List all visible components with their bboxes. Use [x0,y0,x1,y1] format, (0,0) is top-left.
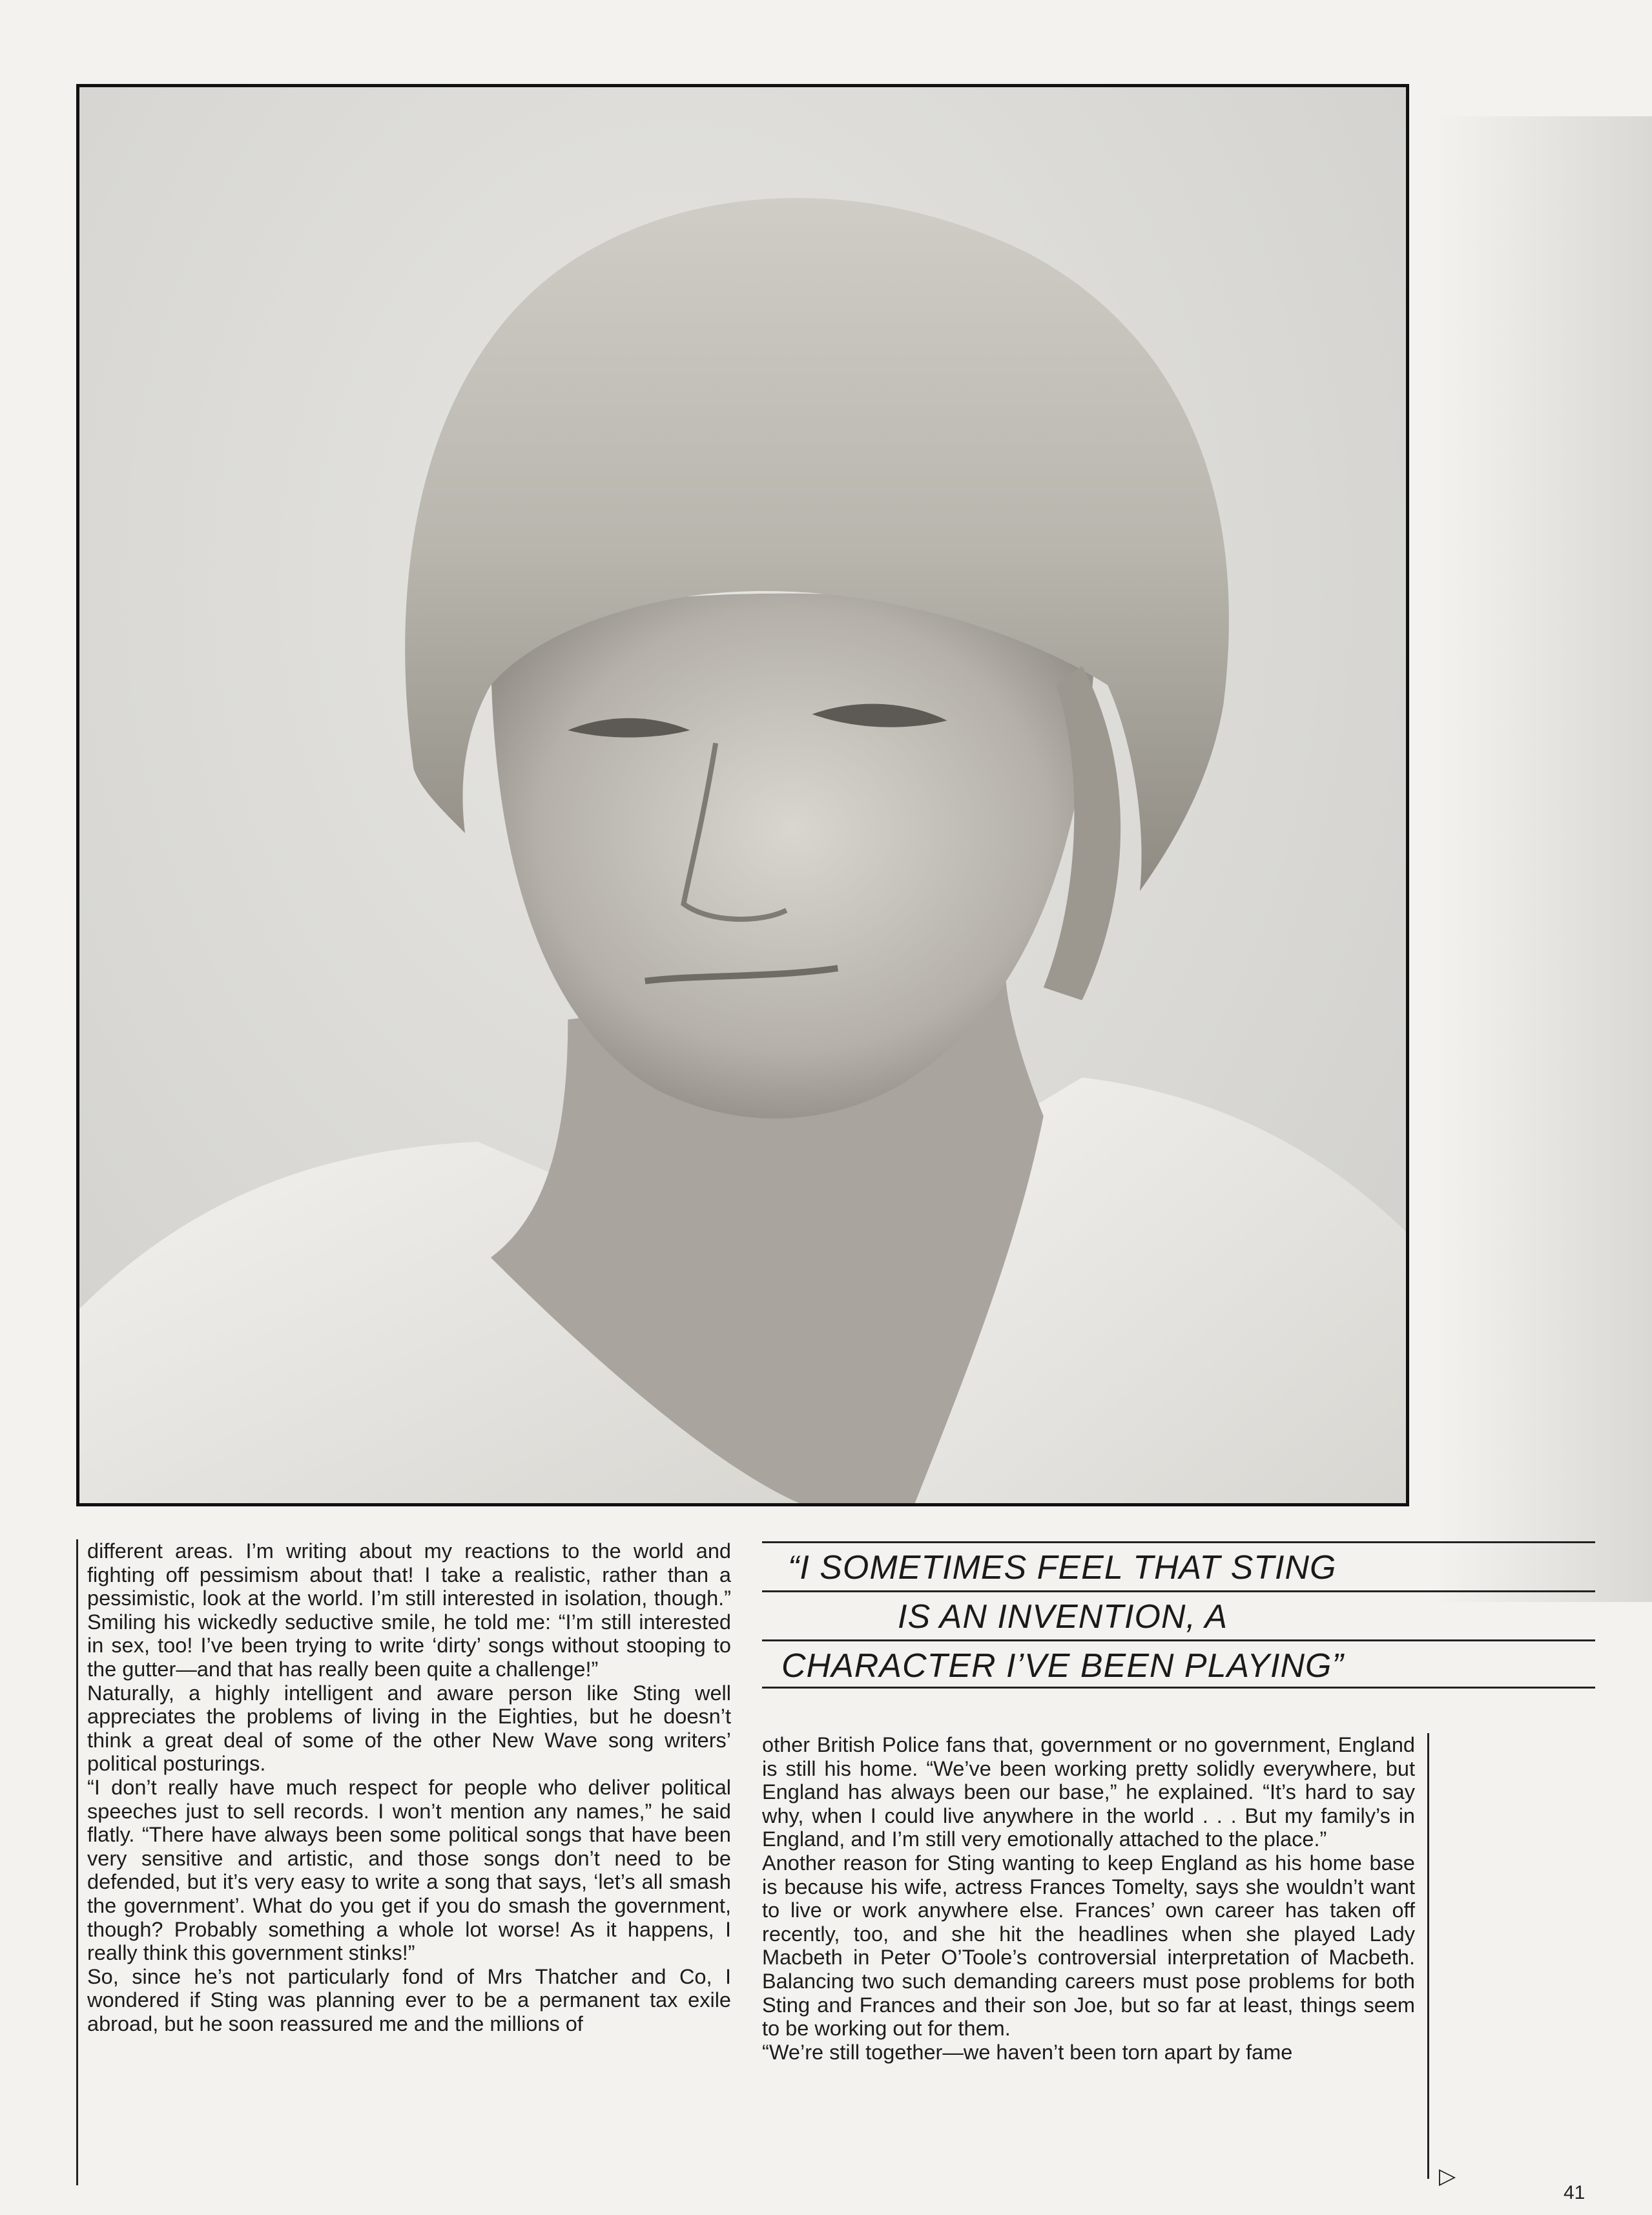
paragraph: other British Police fans that, government or no government, England is still his home. “We’ve been working pretty solidly everywhere, but England has always been our base,” he explained. “It’s hard to say why, when I could live anywhere in the world . . . But my family’s in England, and I’m still very emotionally attached to the place.” [762,1733,1415,1851]
paragraph: different areas. I’m writing about my reactions to the world and fighting off pessimism about that! I take a realistic, rather than a pessimistic, look at the world. I’m still interested in isolation, though.” Smiling his wickedly seductive smile, he told me: “I’m still interested in sex, too! I’ve been trying to write ‘dirty’ songs without stooping to the gutter—and that has really been quite a challenge!” [87,1539,731,1681]
paragraph: Another reason for Sting wanting to keep England as his home base is because his wife, actress Frances Tomelty, says she wouldn’t want to live or work anywhere else. Frances’ own career has taken off recently, too, and she hit the headlines when she played Lady Macbeth in Peter O’Toole’s controversial interpretation of Macbeth. Balancing two such demanding careers must pose problems for both Sting and Frances and their son Joe, but so far at least, things seem to be working out for them. [762,1851,1415,2041]
column-rule [1427,1733,1429,2179]
portrait-illustration [79,87,1406,1503]
paragraph: So, since he’s not particularly fond of Mrs Thatcher and Co, I wondered if Sting was planning ever to be a permanent tax exile abroad, but he soon reassured me and the millions of [87,1964,731,2035]
portrait-photo [76,84,1409,1506]
pull-quote-line: “I SOMETIMES FEEL THAT STING [762,1541,1595,1590]
paragraph: “I don’t really have much respect for people who deliver political speeches just to sell records. I won’t mention any names,” he said flatly. “There have always been some political songs that have been very sensitive and artistic, and those songs don’t need to be defended, but it’s very easy to write a song that says, ‘let’s all smash the government’. What do you get if you do smash the government, though? Probably something a whole lot worse! As it happens, I really think this government stinks!” [87,1775,731,1965]
paragraph: Naturally, a highly intelligent and aware person like Sting well appreciates the problems of living in the Eighties, but he doesn’t think a great deal of some of the other New Wave song writers’ political posturings. [87,1681,731,1776]
continue-arrow-icon: ▷ [1439,2164,1456,2189]
article-column-right [762,1733,1424,2192]
paragraph: “We’re still together—we haven’t been torn apart by fame [762,2040,1293,2064]
page-number: 41 [1564,2182,1585,2203]
pull-quote [762,1541,1595,1696]
pull-quote-line: CHARACTER I’VE BEEN PLAYING” [762,1639,1595,1689]
pull-quote-line: IS AN INVENTION, A [762,1590,1595,1639]
facing-page-bleed [1434,116,1652,1602]
article-column-left [76,1539,731,2185]
